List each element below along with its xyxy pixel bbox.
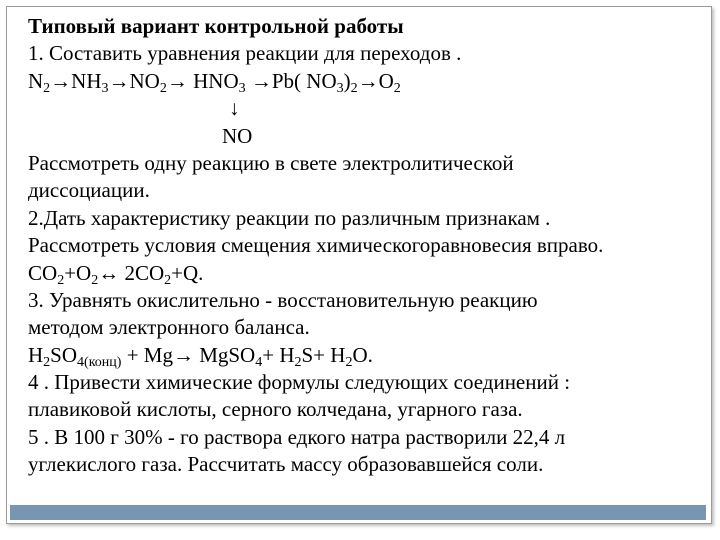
- slide-content: [28, 13, 708, 479]
- task1-branch-product: NO: [222, 123, 253, 148]
- slide-title: Типовый вариант контрольной работы: [28, 14, 404, 38]
- task2-line2: Рассмотреть условия смещения химическогоравновесия вправо.: [28, 233, 604, 258]
- task4-line1: 4 . Привести химические формулы следующих соединений :: [28, 370, 571, 395]
- task3-line1: 3. Уравнять окислительно - восстановительную реакцию: [28, 287, 538, 312]
- task1-reaction-chain: $N_2\to NH_3\to NO_2\to HNO_3 \to Pb$( $NO_3)_2\to O_2$: [28, 68, 401, 96]
- task2-equation: $CO_2+O_2\leftrightarrow$ $2CO_2+Q$.: [28, 260, 204, 288]
- task5-line2: углекислого газа. Рассчитать массу образовавшейся соли.: [28, 452, 544, 477]
- task1-line1: Рассмотреть одну реакцию в свете электролитической: [28, 150, 514, 175]
- task1-line2: диссоциации.: [28, 178, 150, 203]
- task3-line2: методом электронного баланса.: [28, 315, 310, 340]
- task3-equation: $H_2SO_{4(конц)} + Mg\to$ MgSO$_4$+ $H_2S+ H_2O$.: [28, 342, 373, 370]
- task4-line2: плавиковой кислоты, серного колчедана, угарного газа.: [28, 397, 523, 422]
- task5-line1: 5 . В 100 г 30% - го раствора едкого натра растворили 22,4 л: [28, 424, 566, 449]
- down-arrow-icon: ↓: [229, 96, 240, 121]
- bottom-decor-strip: [10, 505, 706, 520]
- task2-line1: 2.Дать характеристику реакции по различным признакам .: [28, 205, 551, 230]
- task1-text: 1. Составить уравнения реакции для переходов .: [28, 41, 462, 66]
